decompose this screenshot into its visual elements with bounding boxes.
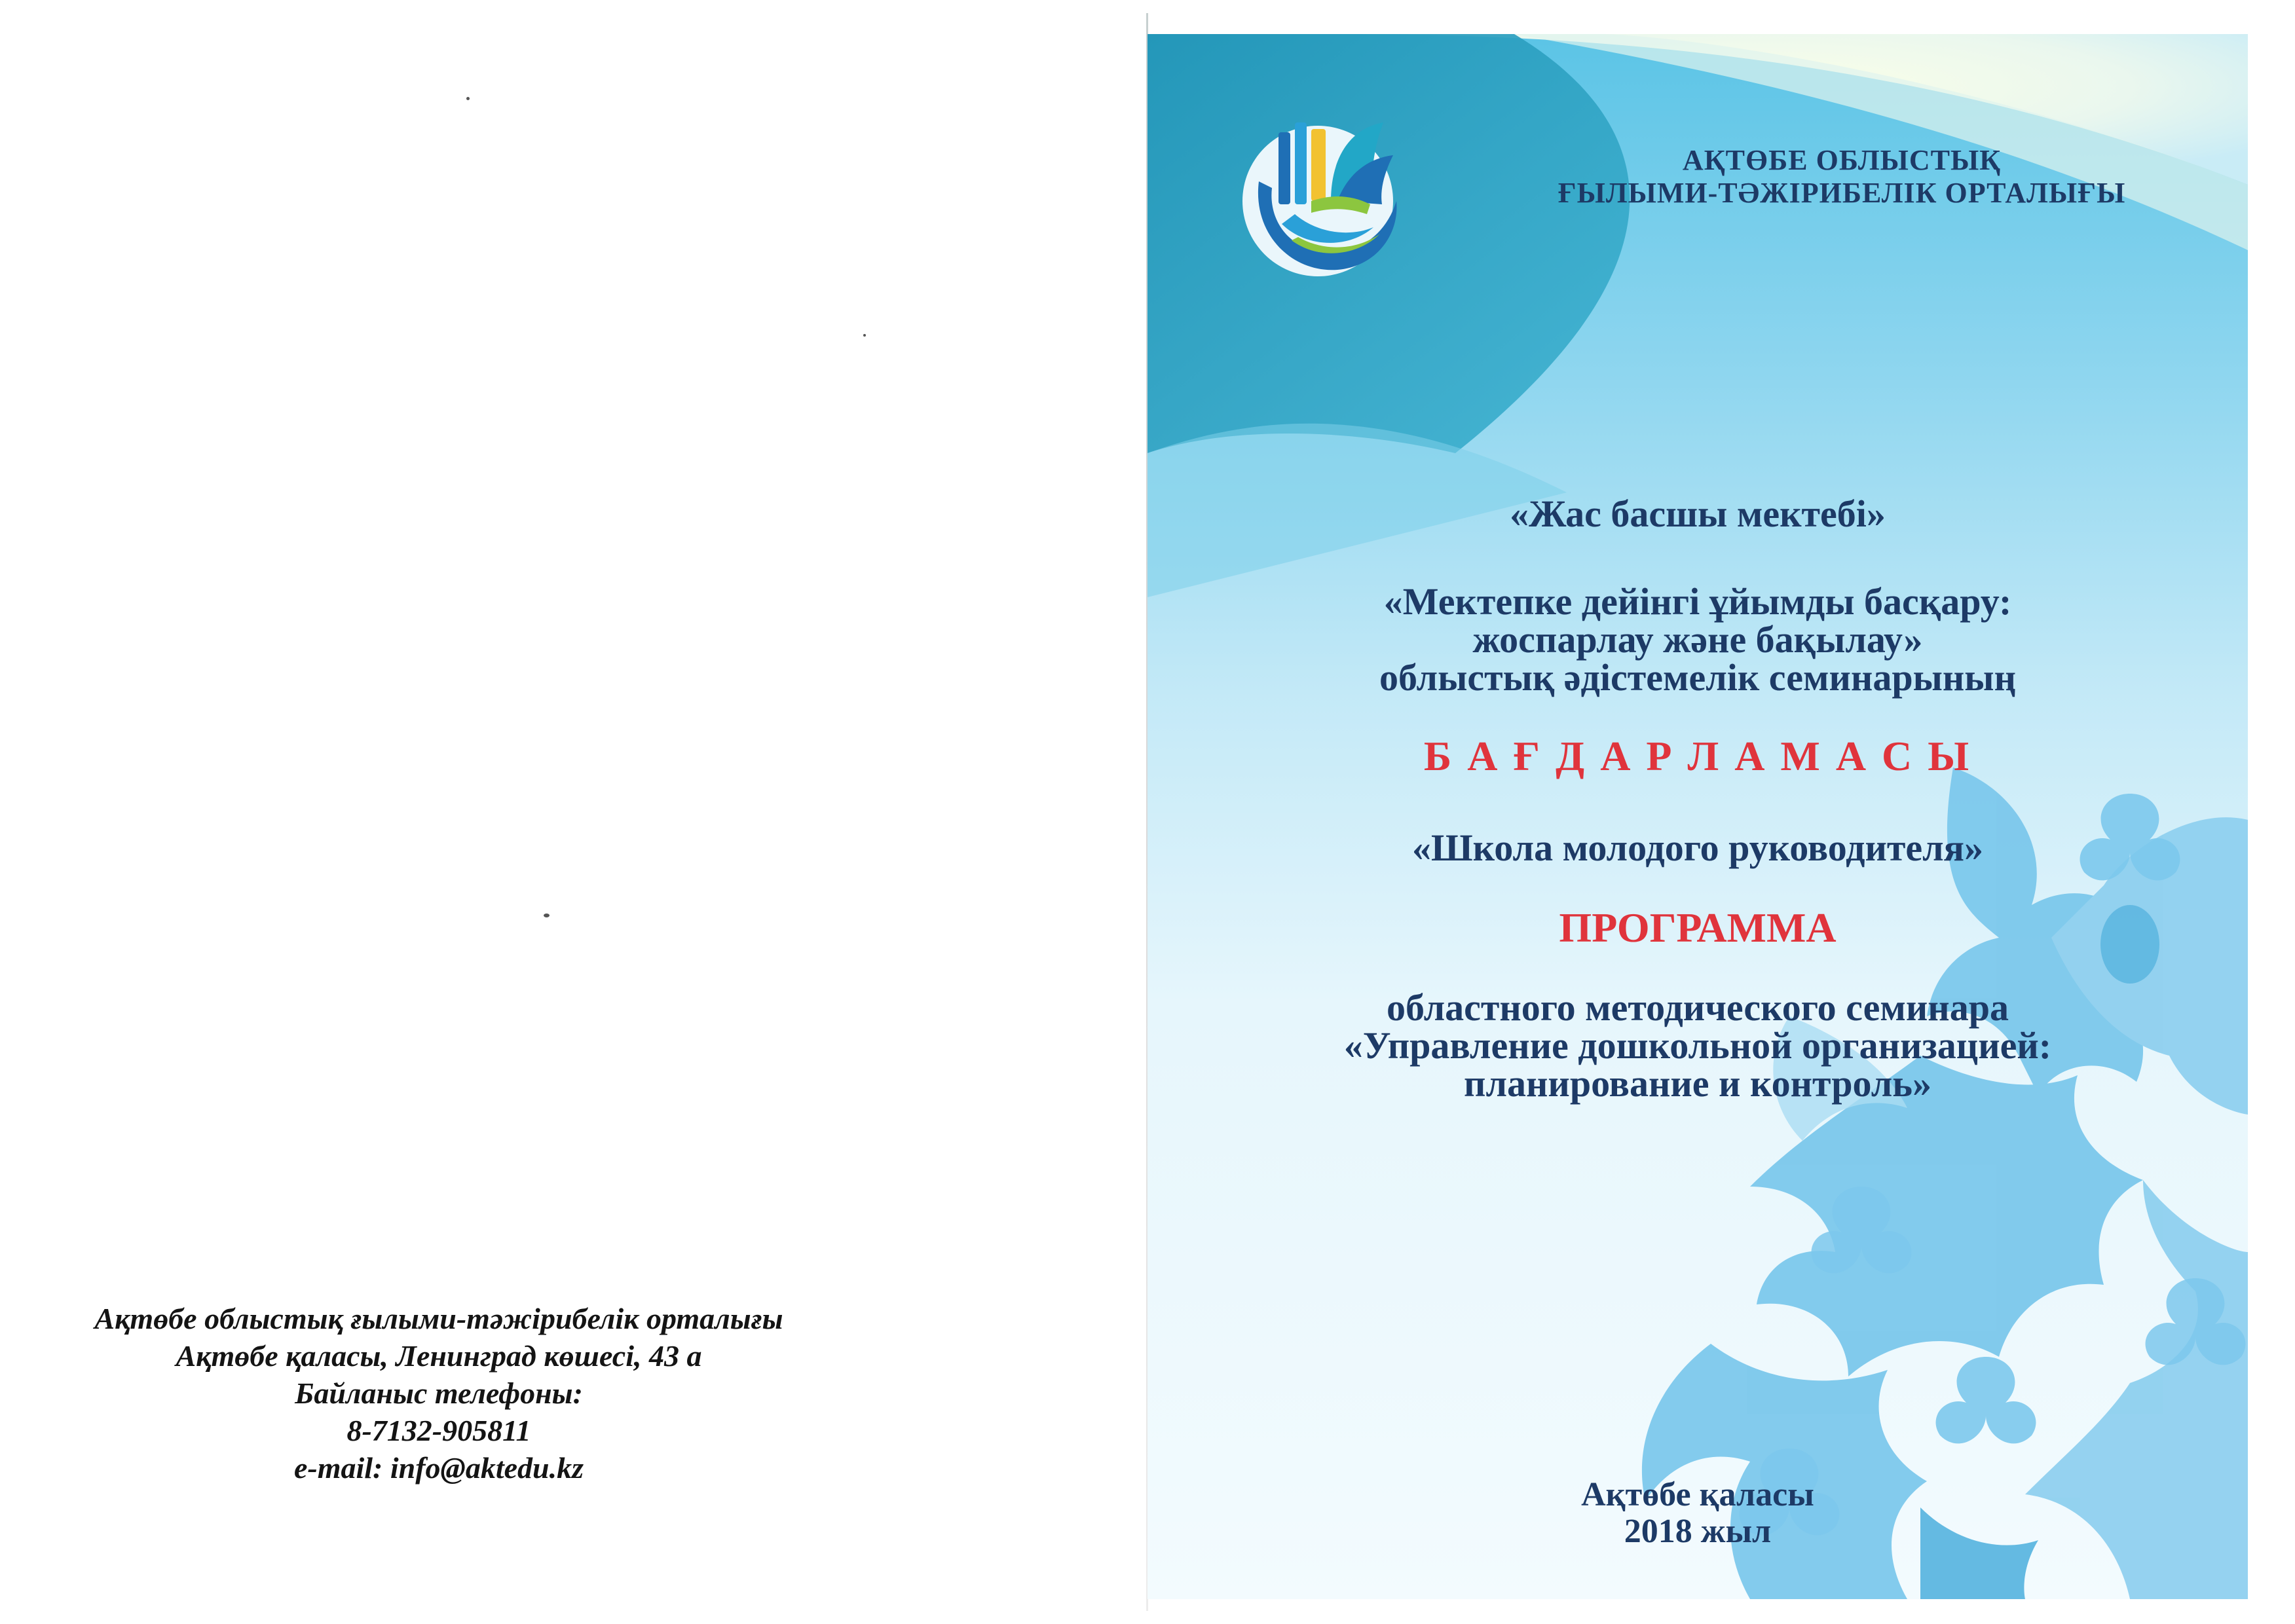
- ru-program-heading: ПРОГРАММА: [1559, 904, 1837, 951]
- contact-org-name: Ақтөбе облыстық ғылыми-тәжірибелік орталығы: [94, 1302, 783, 1335]
- org-name: [1514, 144, 2169, 210]
- back-cover-page: [0, 0, 1146, 1624]
- footer-year: 2018 жыл: [1624, 1513, 1772, 1550]
- contact-phone-label: Байланыс телефоны:: [295, 1376, 583, 1410]
- scan-speck: [466, 97, 470, 100]
- org-name-line-1: АҚТӨБЕ ОБЛЫСТЫҚ: [1682, 144, 2002, 176]
- ru-seminar-line-2: «Управление дошкольной организацией:: [1343, 1024, 2052, 1067]
- front-cover-page: [1148, 34, 2248, 1599]
- ru-seminar-line-3: планирование и контроль»: [1464, 1062, 1931, 1105]
- contact-block: [0, 1300, 878, 1486]
- kz-school-title: «Жас басшы мектебі»: [1510, 492, 1886, 535]
- kz-seminar-line-3: облыстық әдістемелік семинарының: [1379, 656, 2016, 699]
- scan-speck: [544, 913, 550, 917]
- org-name-line-2: ҒЫЛЫМИ-ТӘЖІРИБЕЛІК ОРТАЛЫҒЫ: [1558, 177, 2126, 209]
- kz-seminar-line-2: жоспарлау және бақылау»: [1472, 618, 1923, 661]
- footer-city: Ақтөбе қаласы: [1581, 1476, 1814, 1513]
- ru-school-title: «Школа молодого руководителя»: [1411, 826, 1984, 869]
- contact-phone: 8-7132-905811: [346, 1414, 531, 1447]
- contact-email: e-mail: info@aktedu.kz: [293, 1451, 584, 1485]
- org-logo: [1233, 103, 1409, 286]
- kz-seminar-line-1: «Мектепке дейінгі ұйымды басқару:: [1383, 580, 2012, 623]
- scan-speck: [863, 334, 866, 337]
- kz-program-heading: Б А Ғ Д А Р Л А М А С Ы: [1423, 733, 1972, 779]
- ru-seminar-line-1: областного методического семинара: [1387, 986, 2009, 1029]
- contact-address: Ақтөбе қаласы, Ленинград көшесі, 43 а: [176, 1339, 702, 1373]
